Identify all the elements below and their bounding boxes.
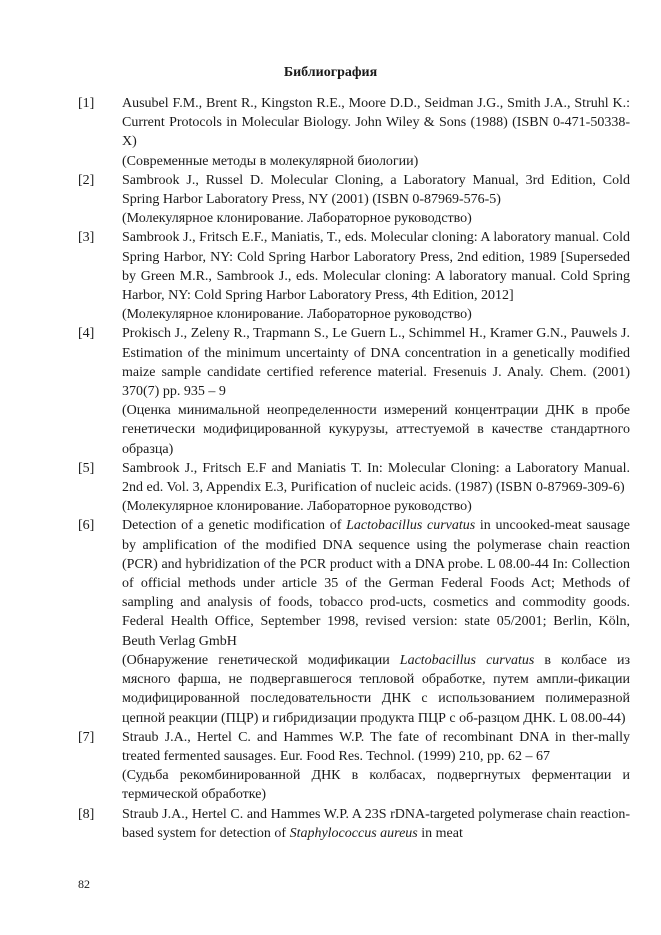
entry-number: [6] bbox=[78, 518, 95, 534]
bibliography-entry-8 bbox=[78, 805, 630, 843]
entry-translation: (Молекулярное клонирование. Лабораторное руководство) bbox=[122, 307, 472, 323]
entry-citation bbox=[122, 516, 630, 650]
citation-text-start: Detection of a genetic modification of bbox=[122, 518, 347, 534]
entry-number: [4] bbox=[78, 326, 95, 342]
bibliography-entry-7 bbox=[78, 728, 630, 805]
entry-citation: Ausubel F.M., Brent R., Kingston R.E., Moore D.D., Seidman J.G., Smith J.A., Struhl K.: Current Protocols in Molecular Biology. John Wiley & Sons (1988) (ISBN 0-471-50338-X) bbox=[122, 96, 630, 150]
page-title: Библиография bbox=[283, 65, 378, 80]
citation-text-start: Straub J.A., Hertel C. and Hammes W.P. A 23S rDNA-targeted polymerase chain reaction-based system for detection of bbox=[122, 806, 630, 841]
page-number: 82 bbox=[78, 877, 90, 891]
entry-number: [8] bbox=[78, 806, 95, 822]
bibliography-entry-6 bbox=[78, 516, 630, 727]
entry-number: [7] bbox=[78, 729, 95, 745]
entry-number: [5] bbox=[78, 460, 95, 476]
entry-translation: (Оценка минимальной неопределенности измерений концентрации ДНК в пробе генетически модифицированной кукурузы, аттестуемой в качестве стандартного образца) bbox=[122, 403, 630, 457]
translation-text-start: (Обнаружение генетической модификации bbox=[122, 652, 400, 668]
entry-translation: (Молекулярное клонирование. Лабораторное руководство) bbox=[122, 211, 472, 227]
entry-translation bbox=[122, 651, 630, 728]
bibliography-entry-4 bbox=[78, 324, 630, 458]
bibliography-entry-2 bbox=[78, 171, 630, 229]
entry-translation: (Молекулярное клонирование. Лабораторное руководство) bbox=[122, 499, 472, 515]
entry-citation: Sambrook J., Fritsch E.F., Maniatis, T., eds. Molecular cloning: A laboratory manual. Cold Spring Harbor, NY: Cold Spring Harbor Laboratory Press, 2nd edition, 1989 [Superseded by Green M.R., Sambrook J., eds. Molecular cloning: A laboratory manual. Cold Spring Harbor, NY: Cold Spring Harbor Laboratory Press, 4th Edition, 2012] bbox=[122, 230, 630, 304]
bibliography-entry-3 bbox=[78, 228, 630, 324]
bibliography-list bbox=[78, 94, 630, 843]
entry-number: [3] bbox=[78, 230, 95, 246]
citation-text-end: in uncooked-meat sausage by amplification of the modified DNA sequence using the polymerase chain reaction (PCR) and hybridization of the PCR product with a DNA probe. L 08.00-44 In: Collection of official methods under article 35 of the German Federal Foods Act; Methods of sampling and analysis of foods, tobacco prod-ucts, cosmetics and commodity goods. Federal Health Office, September 1998, revised version: state 05/2001; Berlin, Köln, Beuth Verlag GmbH bbox=[122, 518, 630, 649]
entry-translation: (Современные методы в молекулярной биологии) bbox=[122, 153, 419, 169]
citation-text-end: in meat bbox=[417, 825, 463, 841]
entry-number: [2] bbox=[78, 172, 95, 188]
bibliography-entry-1 bbox=[78, 94, 630, 171]
entry-citation: Sambrook J., Russel D. Molecular Cloning, a Laboratory Manual, 3rd Edition, Cold Spring Harbor Laboratory Press, NY (2001) (ISBN 0-87969-576-5) bbox=[122, 172, 630, 208]
bibliography-entry-5 bbox=[78, 459, 630, 517]
entry-translation: (Судьба рекомбинированной ДНК в колбасах, подвергнутых ферментации и термической обработке) bbox=[122, 768, 630, 803]
entry-citation: Sambrook J., Fritsch E.F and Maniatis T. In: Molecular Cloning: a Laboratory Manual. 2nd ed. Vol. 3, Appendix E.3, Purification of nucleic acids. (1987) (ISBN 0-87969-309-6) bbox=[122, 460, 630, 496]
species-name: Lactobacillus curvatus bbox=[346, 518, 476, 534]
entry-number: [1] bbox=[78, 96, 95, 111]
translation-text-end: в колбасе из мясного фарша, не подвергавшегося тепловой обработке, путем ампли-фикации модифицированной последовательности ДНК с использованием полимеразной цепной реакции (ПЦР) и гибридизации продукта ПЦР с об-разцом ДНК. L 08.00-44) bbox=[122, 652, 630, 726]
species-name: Staphylococcus aureus bbox=[289, 825, 418, 841]
entry-citation: Prokisch J., Zeleny R., Trapmann S., Le Guern L., Schimmel H., Kramer G.N., Pauwels J. Estimation of the minimum uncertainty of DNA concentration in a genetically modified maize sample candidate certified reference material. Fresenuis J. Analy. Chem. (2001) 370(7) pp. 935 – 9 bbox=[122, 326, 630, 400]
entry-citation: Straub J.A., Hertel C. and Hammes W.P. The fate of recombinant DNA in ther-mally treated fermented sausages. Eur. Food Res. Technol. (1999) 210, pp. 62 – 67 bbox=[122, 729, 630, 764]
entry-citation bbox=[122, 805, 630, 843]
species-name: Lactobacillus curvatus bbox=[399, 652, 535, 668]
